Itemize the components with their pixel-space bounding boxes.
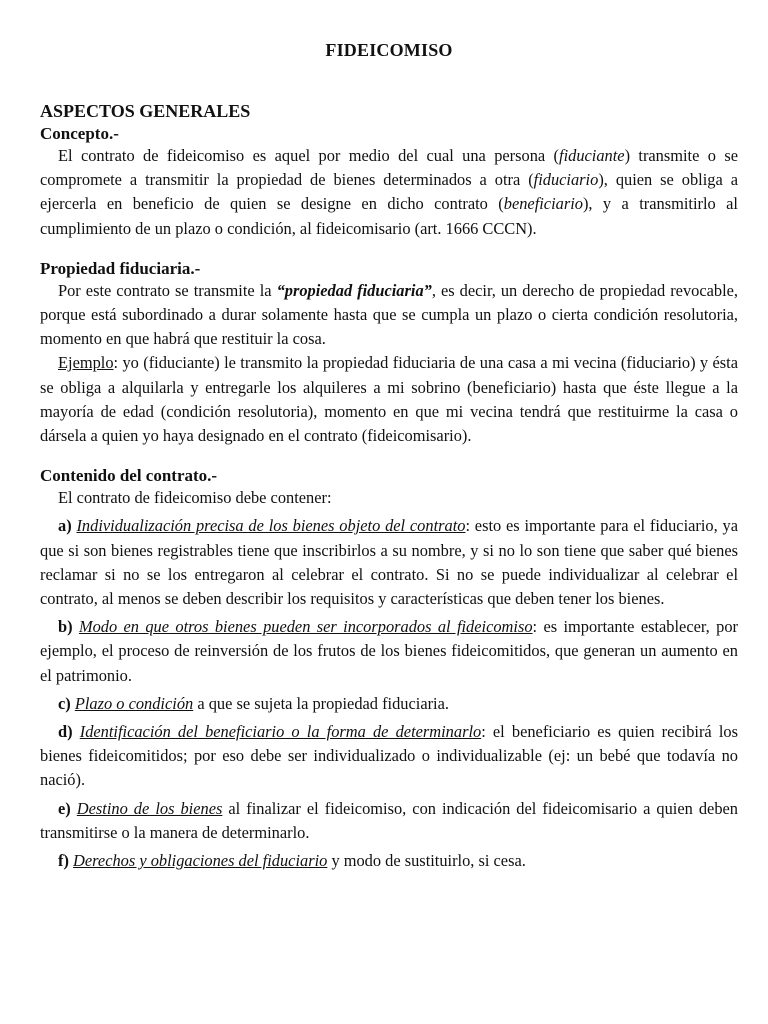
concepto-heading: Concepto.- <box>40 124 119 143</box>
list-item: e) Destino de los bienes al finalizar el fideicomiso, con indicación del fideicomisario a quien deben transmitirse o la manera de determinarlo. <box>40 798 738 842</box>
ejemplo-paragraph: Ejemplo: yo (fiduciante) le transmito la propiedad fiduciaria de una casa a mi vecina (fiduciario) y ésta se obliga a alquilarla y entregarle los alquileres a mi sobrino (beneficiario) hasta que éste llegue a la mayoría de edad (condición resolutoria), momento en que mi vecina tendrá que restituirme la casa o dársela a quien yo haya designado en el contrato (fideicomisario). <box>40 353 738 446</box>
term-propiedad-fiduciaria: “propiedad fiduciaria” <box>276 280 432 300</box>
term-fiduciante: fiduciante <box>559 146 625 165</box>
item-title: Derechos y obligaciones del fiduciario <box>73 851 328 871</box>
list-item: c) Plazo o condición a que se sujeta la propiedad fiduciaria. <box>58 693 449 713</box>
document-title: FIDEICOMISO <box>325 40 453 60</box>
contenido-intro: El contrato de fideicomiso debe contener: <box>58 488 332 508</box>
list-item: d) Identificación del beneficiario o la forma de determinarlo: el beneficiario es quien recibirá los bienes fideicomitidos; por eso debe ser individualizado o individualizable (ej: un bebé que todavía no nació). <box>40 722 738 790</box>
term-fiduciario: fiduciario <box>533 170 599 190</box>
item-title: Destino de los bienes <box>76 798 223 818</box>
item-title: Identificación del beneficiario o la forma de determinarlo <box>79 722 482 742</box>
list-item: f) Derechos y obligaciones del fiduciario y modo de sustituirlo, si cesa. <box>58 851 526 871</box>
list-item: a) Individualización precisa de los bienes objeto del contrato: esto es importante para el fiduciario, ya que si son bienes registrables tiene que inscribirlos a su nombre, y si no lo son tiene que saber qué bienes reclamar si no se los entregaron al celebrar el contrato. Si no se puede individualizar al celebrar el contrato, al menos se deben describir los requisitos y características que deben tener los bienes. <box>40 516 738 609</box>
section-title: ASPECTOS GENERALES <box>40 101 251 121</box>
propiedad-heading: Propiedad fiduciaria.- <box>40 258 201 278</box>
item-title: Individualización precisa de los bienes objeto del contrato <box>76 516 466 536</box>
item-title: Modo en que otros bienes pueden ser incorporados al fideicomiso <box>78 617 533 637</box>
list-item: b) Modo en que otros bienes pueden ser incorporados al fideicomiso: es importante establecer, por ejemplo, el proceso de reinversión de los frutos de los bienes fideicomitidos, que generan un aumento en el patrimonio. <box>40 617 738 685</box>
item-title: Plazo o condición <box>74 693 194 713</box>
contenido-heading: Contenido del contrato.- <box>40 466 218 486</box>
propiedad-paragraph: Por este contrato se transmite la “propiedad fiduciaria”, es decir, un derecho de propiedad revocable, porque está subordinado a durar solamente hasta que se cumpla un plazo o cierta condición resolutoria, momento en que habrá que restituir la cosa. <box>40 280 739 349</box>
term-beneficiario: beneficiario <box>503 194 583 214</box>
ejemplo-label: Ejemplo <box>58 353 114 373</box>
concepto-paragraph: El contrato de fideicomiso es aquel por medio del cual una persona (fiduciante) transmite o se compromete a transmitir la propiedad de bienes determinados a otra (fiduciario), quien se obliga a ejercerla en beneficio de quien se designe en dicho contrato (beneficiario), y a transmitirlo al cumplimiento de un plazo o condición, al fideicomisario (art. 1666 CCCN). <box>40 146 738 238</box>
